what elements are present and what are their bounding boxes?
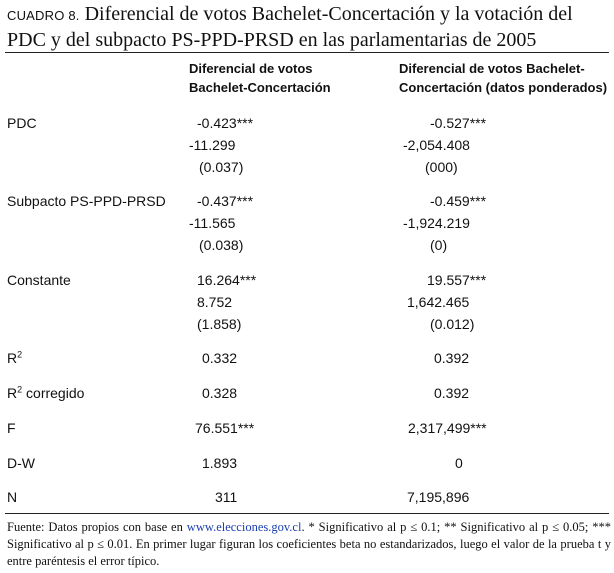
- subpacto-col1-coef: -0.437***: [197, 193, 254, 209]
- constante-col1-se: (1.858): [197, 316, 242, 332]
- constante-col1-coef: 16.264***: [197, 272, 257, 288]
- r2-label-base: R: [7, 350, 18, 366]
- pdc-col2-se: (000): [425, 159, 458, 175]
- table-footnote: [7, 519, 611, 570]
- column-header-1-line2: Bachelet-Concertación: [189, 80, 331, 95]
- row-label-pdc: PDC: [7, 115, 37, 131]
- source-link[interactable]: www.elecciones.gov.cl: [186, 520, 302, 534]
- title-text-part1: Diferencial de votos Bachelet-Concertación y la votación del: [84, 3, 573, 25]
- r2-col2: 0.392: [434, 350, 470, 366]
- bottom-rule: [5, 513, 609, 514]
- row-label-f: F: [7, 420, 16, 436]
- pdc-col2-coef: -0.527***: [430, 115, 487, 131]
- footnote-suffix: . * Significativo al p ≤ 0.1; ** Significativo al p ≤ 0.05; *** Significativo al p ≤ 0.01. En primer lugar figuran los coeficientes beta no estandarizados, luego el valor de la prueba t y entre paréntesis el error típico.: [7, 520, 612, 568]
- row-label-r2-corregido: [7, 384, 84, 402]
- n-col2: 7,195,896: [407, 489, 470, 505]
- f-col2: 2,317,499***: [408, 420, 487, 436]
- title-subpacto-abbrev: PS-PPD-PRSD: [171, 29, 294, 51]
- pdc-col1-se: (0.037): [199, 159, 244, 175]
- subpacto-col1-se: (0.038): [199, 237, 244, 253]
- column-header-1-line1: Diferencial de votos: [189, 61, 313, 76]
- row-label-subpacto: Subpacto PS-PPD-PRSD: [7, 193, 166, 209]
- row-label-dw: D-W: [7, 455, 35, 471]
- n-col1: 311: [215, 489, 238, 505]
- row-label-n: N: [7, 489, 18, 505]
- title-pdc-abbrev: PDC: [7, 29, 46, 51]
- subpacto-col2-coef: -0.459***: [430, 193, 487, 209]
- r2c-label-base: R: [7, 385, 18, 401]
- title-text-part2: y del subpacto: [50, 29, 167, 51]
- title-text-part3: en las parlamentarias de 2005: [298, 29, 537, 51]
- constante-col2-se: (0.012): [430, 316, 475, 332]
- dw-col1: 1.893: [202, 455, 238, 471]
- pdc-col1-coef: -0.423***: [197, 115, 254, 131]
- footnote-prefix: Fuente: Datos propios con base en: [7, 520, 187, 534]
- constante-col2-t: 1,642.465: [407, 294, 470, 310]
- r2c-label-rest: corregido: [22, 385, 85, 401]
- pdc-col2-t: -2,054.408: [403, 137, 470, 153]
- row-label-constante: Constante: [7, 272, 71, 288]
- r2c-col1: 0.328: [202, 385, 238, 401]
- r2c-label-superscript: 2: [17, 384, 23, 395]
- f-col1: 76.551***: [195, 420, 255, 436]
- subpacto-col2-t: -1,924.219: [403, 215, 470, 231]
- subpacto-col2-se: (0): [430, 237, 448, 253]
- pdc-col1-t: -11.299: [189, 137, 236, 153]
- r2-label-superscript: 2: [17, 349, 23, 360]
- constante-col2-coef: 19.557***: [427, 272, 487, 288]
- table-title: [7, 2, 611, 53]
- r2-col1: 0.332: [202, 350, 238, 366]
- column-header-2-line2: Concertación (datos ponderados): [399, 80, 608, 95]
- dw-col2: 0: [455, 455, 463, 471]
- column-header-2-line1: Diferencial de votos Bachelet-: [399, 61, 585, 76]
- row-label-r2: [7, 349, 22, 367]
- top-rule: [5, 52, 609, 53]
- column-header-1: [189, 59, 331, 97]
- table-number-label: CUADRO 8.: [7, 8, 80, 23]
- subpacto-col1-t: -11.565: [189, 215, 236, 231]
- r2c-col2: 0.392: [434, 385, 470, 401]
- column-header-2: [399, 59, 607, 97]
- constante-col1-t: 8.752: [197, 294, 233, 310]
